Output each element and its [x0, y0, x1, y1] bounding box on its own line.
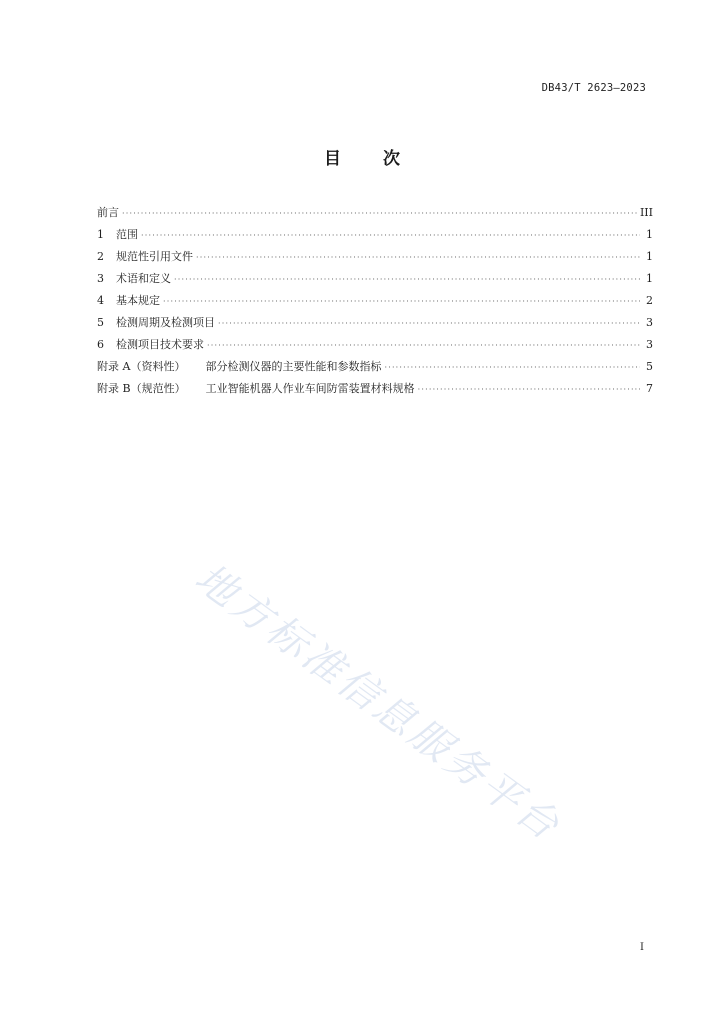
toc-entry-text: 检测周期及检测项目 — [116, 316, 215, 329]
toc-entry-number: 3 — [97, 272, 104, 285]
toc-entry-3[interactable] — [97, 270, 653, 292]
toc-page-number: 1 — [646, 272, 653, 285]
page-title — [0, 144, 724, 169]
toc-entry-number: 6 — [97, 338, 104, 351]
toc-page-number: III — [639, 206, 653, 219]
toc-entry-number: 5 — [97, 316, 104, 329]
toc-page-number: 1 — [646, 228, 653, 241]
toc-entry-6[interactable] — [97, 336, 653, 358]
toc-appendix-label: 附录 B（规范性） — [97, 382, 186, 395]
toc-entry-appendix-b[interactable] — [97, 380, 653, 402]
toc-page-number: 7 — [646, 382, 653, 395]
toc-leader-dots — [141, 231, 640, 240]
toc-page-number: 3 — [646, 338, 653, 351]
toc-page-number: 1 — [646, 250, 653, 263]
toc-page-number: 2 — [646, 294, 653, 307]
page-footer-number: I — [640, 942, 644, 953]
toc-entry-text: 检测项目技术要求 — [116, 338, 204, 351]
toc-leader-dots — [207, 341, 640, 350]
toc-entry-text: 前言 — [97, 206, 119, 219]
toc-appendix-label: 附录 A（资料性） — [97, 360, 186, 373]
toc-entry-text: 术语和定义 — [116, 272, 171, 285]
toc-page-number: 5 — [646, 360, 653, 373]
toc-entry-text: 范围 — [116, 228, 138, 241]
toc-appendix-title: 部分检测仪器的主要性能和参数指标 — [205, 360, 382, 373]
toc-entry-number: 1 — [97, 228, 104, 241]
toc-leader-dots — [196, 253, 640, 262]
toc-leader-dots — [418, 385, 640, 394]
toc-appendix-title: 工业智能机器人作业车间防雷装置材料规格 — [205, 382, 415, 395]
toc-leader-dots — [163, 297, 640, 306]
title-char-right: 次 — [383, 149, 400, 169]
toc-entry-foreword[interactable] — [97, 204, 653, 226]
watermark: 地方标准信息服务平台 — [186, 554, 570, 851]
toc-entry-5[interactable] — [97, 314, 653, 336]
toc-page-number: 3 — [646, 316, 653, 329]
table-of-contents — [97, 204, 653, 402]
title-char-left: 目 — [324, 149, 341, 169]
toc-entry-number: 2 — [97, 250, 104, 263]
toc-entry-appendix-a[interactable] — [97, 358, 653, 380]
toc-entry-2[interactable] — [97, 248, 653, 270]
toc-entry-number: 4 — [97, 294, 104, 307]
toc-entry-text: 基本规定 — [116, 294, 160, 307]
toc-entry-text: 规范性引用文件 — [116, 250, 193, 263]
toc-leader-dots — [122, 209, 637, 218]
toc-leader-dots — [174, 275, 640, 284]
toc-entry-4[interactable] — [97, 292, 653, 314]
toc-entry-1[interactable] — [97, 226, 653, 248]
toc-leader-dots — [218, 319, 640, 328]
toc-leader-dots — [384, 363, 640, 372]
document-code: DB43/T 2623—2023 — [541, 82, 646, 94]
